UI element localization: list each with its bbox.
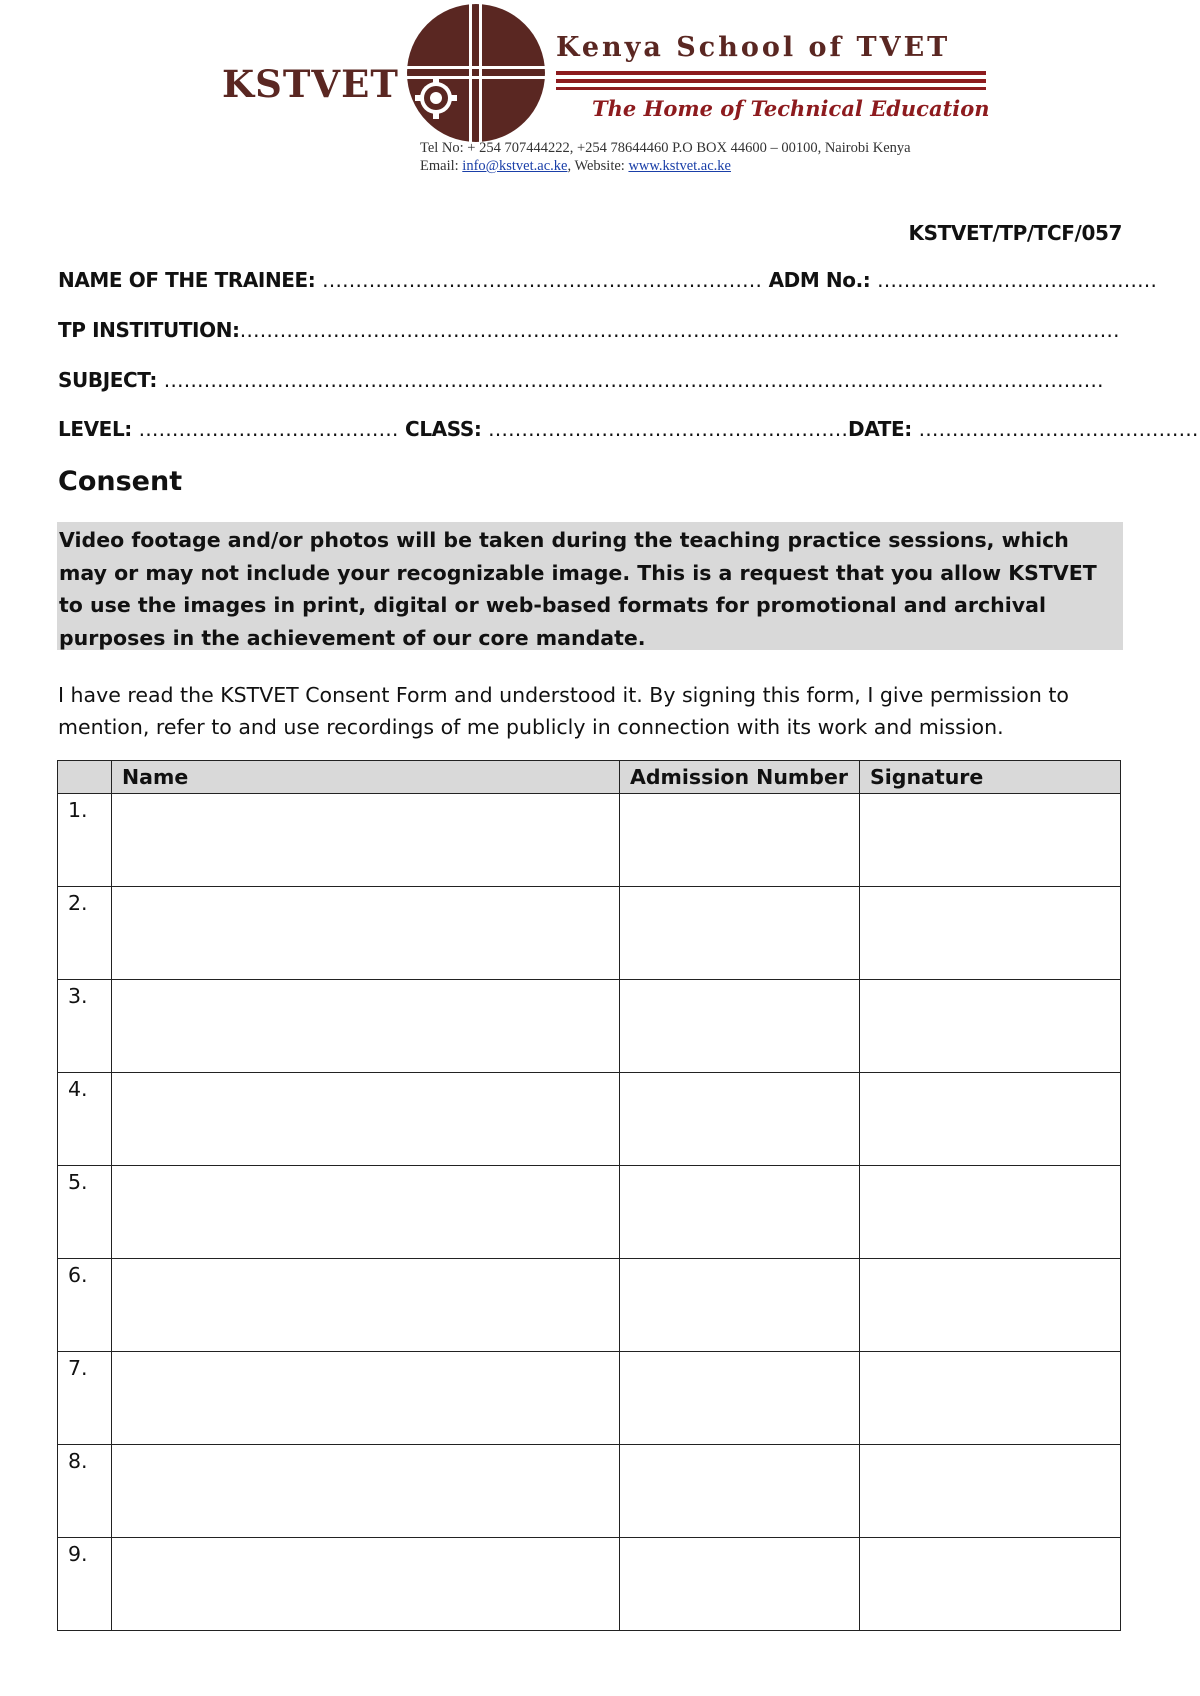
trainee-name-blank[interactable]: ………………………………………………………… — [321, 268, 762, 292]
website-label: , Website: — [567, 158, 625, 174]
header-number — [58, 761, 112, 794]
row-number: 3. — [58, 980, 112, 1073]
admission-number-cell[interactable] — [620, 1352, 860, 1445]
tagline: The Home of Technical Education — [592, 96, 990, 121]
name-cell[interactable] — [112, 1073, 620, 1166]
admission-number-cell[interactable] — [620, 1538, 860, 1631]
subject-label: SUBJECT: — [58, 368, 158, 392]
name-cell[interactable] — [112, 1352, 620, 1445]
subject-line — [58, 368, 1112, 392]
signature-table — [57, 760, 1121, 1631]
admission-number-cell[interactable] — [620, 980, 860, 1073]
name-cell[interactable] — [112, 1445, 620, 1538]
name-cell[interactable] — [112, 794, 620, 887]
contact-telephone: Tel No: + 254 707444222, +254 78644460 P.O BOX 44600 – 00100, Nairobi Kenya — [420, 140, 911, 156]
admission-number-cell[interactable] — [620, 794, 860, 887]
signature-cell[interactable] — [860, 887, 1121, 980]
admission-number-cell[interactable] — [620, 1166, 860, 1259]
level-class-date-line — [58, 417, 1199, 441]
signature-cell[interactable] — [860, 794, 1121, 887]
consent-heading: Consent — [58, 466, 183, 497]
header-signature: Signature — [860, 761, 1121, 794]
admission-number-cell[interactable] — [620, 1259, 860, 1352]
brand-wordmark: KSTVET — [222, 62, 399, 106]
institution-blank[interactable]: …………………………………………………………………………………………………………………… — [239, 318, 1120, 342]
table-row — [58, 1445, 1121, 1538]
email-label: Email: — [420, 158, 459, 174]
name-cell[interactable] — [112, 1259, 620, 1352]
level-blank[interactable]: ………………………………… — [138, 417, 399, 441]
date-blank[interactable]: …………………………………… — [918, 417, 1199, 441]
contact-email-web — [420, 158, 731, 175]
table-row — [58, 1259, 1121, 1352]
subject-blank[interactable]: …………………………………………………………………………………………………………………………… — [163, 368, 1104, 392]
admission-number-cell[interactable] — [620, 887, 860, 980]
table-row — [58, 1538, 1121, 1631]
website-link[interactable]: www.kstvet.ac.ke — [628, 158, 731, 174]
class-blank[interactable]: ……………………………………………… — [488, 417, 849, 441]
header-name: Name — [112, 761, 620, 794]
level-label: LEVEL: — [58, 417, 132, 441]
signature-cell[interactable] — [860, 980, 1121, 1073]
name-cell[interactable] — [112, 980, 620, 1073]
row-number: 4. — [58, 1073, 112, 1166]
name-cell[interactable] — [112, 1166, 620, 1259]
document-code: KSTVET/TP/TCF/057 — [908, 221, 1122, 245]
consent-statement: I have read the KSTVET Consent Form and understood it. By signing this form, I give permission to mention, refer to and use recordings of me publicly in connection with its work and mission. — [58, 683, 1069, 739]
table-row — [58, 1352, 1121, 1445]
table-row — [58, 794, 1121, 887]
signature-cell[interactable] — [860, 1352, 1121, 1445]
name-cell[interactable] — [112, 1538, 620, 1631]
row-number: 7. — [58, 1352, 112, 1445]
row-number: 8. — [58, 1445, 112, 1538]
class-label: CLASS: — [405, 417, 482, 441]
trainee-name-label: NAME OF THE TRAINEE: — [58, 268, 316, 292]
row-number: 5. — [58, 1166, 112, 1259]
letterhead — [0, 0, 1200, 185]
date-label: DATE: — [848, 417, 912, 441]
signature-cell[interactable] — [860, 1166, 1121, 1259]
table-header-row — [58, 761, 1121, 794]
table-row — [58, 1166, 1121, 1259]
signature-cell[interactable] — [860, 1073, 1121, 1166]
signature-cell[interactable] — [860, 1445, 1121, 1538]
name-cell[interactable] — [112, 887, 620, 980]
adm-no-label: ADM No.: — [768, 268, 871, 292]
admission-number-cell[interactable] — [620, 1073, 860, 1166]
table-row — [58, 887, 1121, 980]
school-name: Kenya School of TVET — [556, 32, 951, 63]
table-row — [58, 980, 1121, 1073]
header-admission-number: Admission Number — [620, 761, 860, 794]
signature-cell[interactable] — [860, 1259, 1121, 1352]
table-row — [58, 1073, 1121, 1166]
row-number: 2. — [58, 887, 112, 980]
consent-notice: Video footage and/or photos will be taken during the teaching practice sessions, which may or may not include your recognizable image. This is a request that you allow KSTVET to use the images in print, digital or web-based formats for promotional and archival purposes in the achievement of our core mandate. — [57, 522, 1123, 650]
signature-cell[interactable] — [860, 1538, 1121, 1631]
trainee-adm-line — [58, 268, 1157, 292]
institution-label: TP INSTITUTION: — [58, 318, 240, 342]
adm-no-blank[interactable]: …………………………………… — [876, 268, 1157, 292]
row-number: 9. — [58, 1538, 112, 1631]
email-link[interactable]: info@kstvet.ac.ke — [462, 158, 568, 174]
admission-number-cell[interactable] — [620, 1445, 860, 1538]
row-number: 1. — [58, 794, 112, 887]
row-number: 6. — [58, 1259, 112, 1352]
institution-line — [58, 318, 1120, 342]
